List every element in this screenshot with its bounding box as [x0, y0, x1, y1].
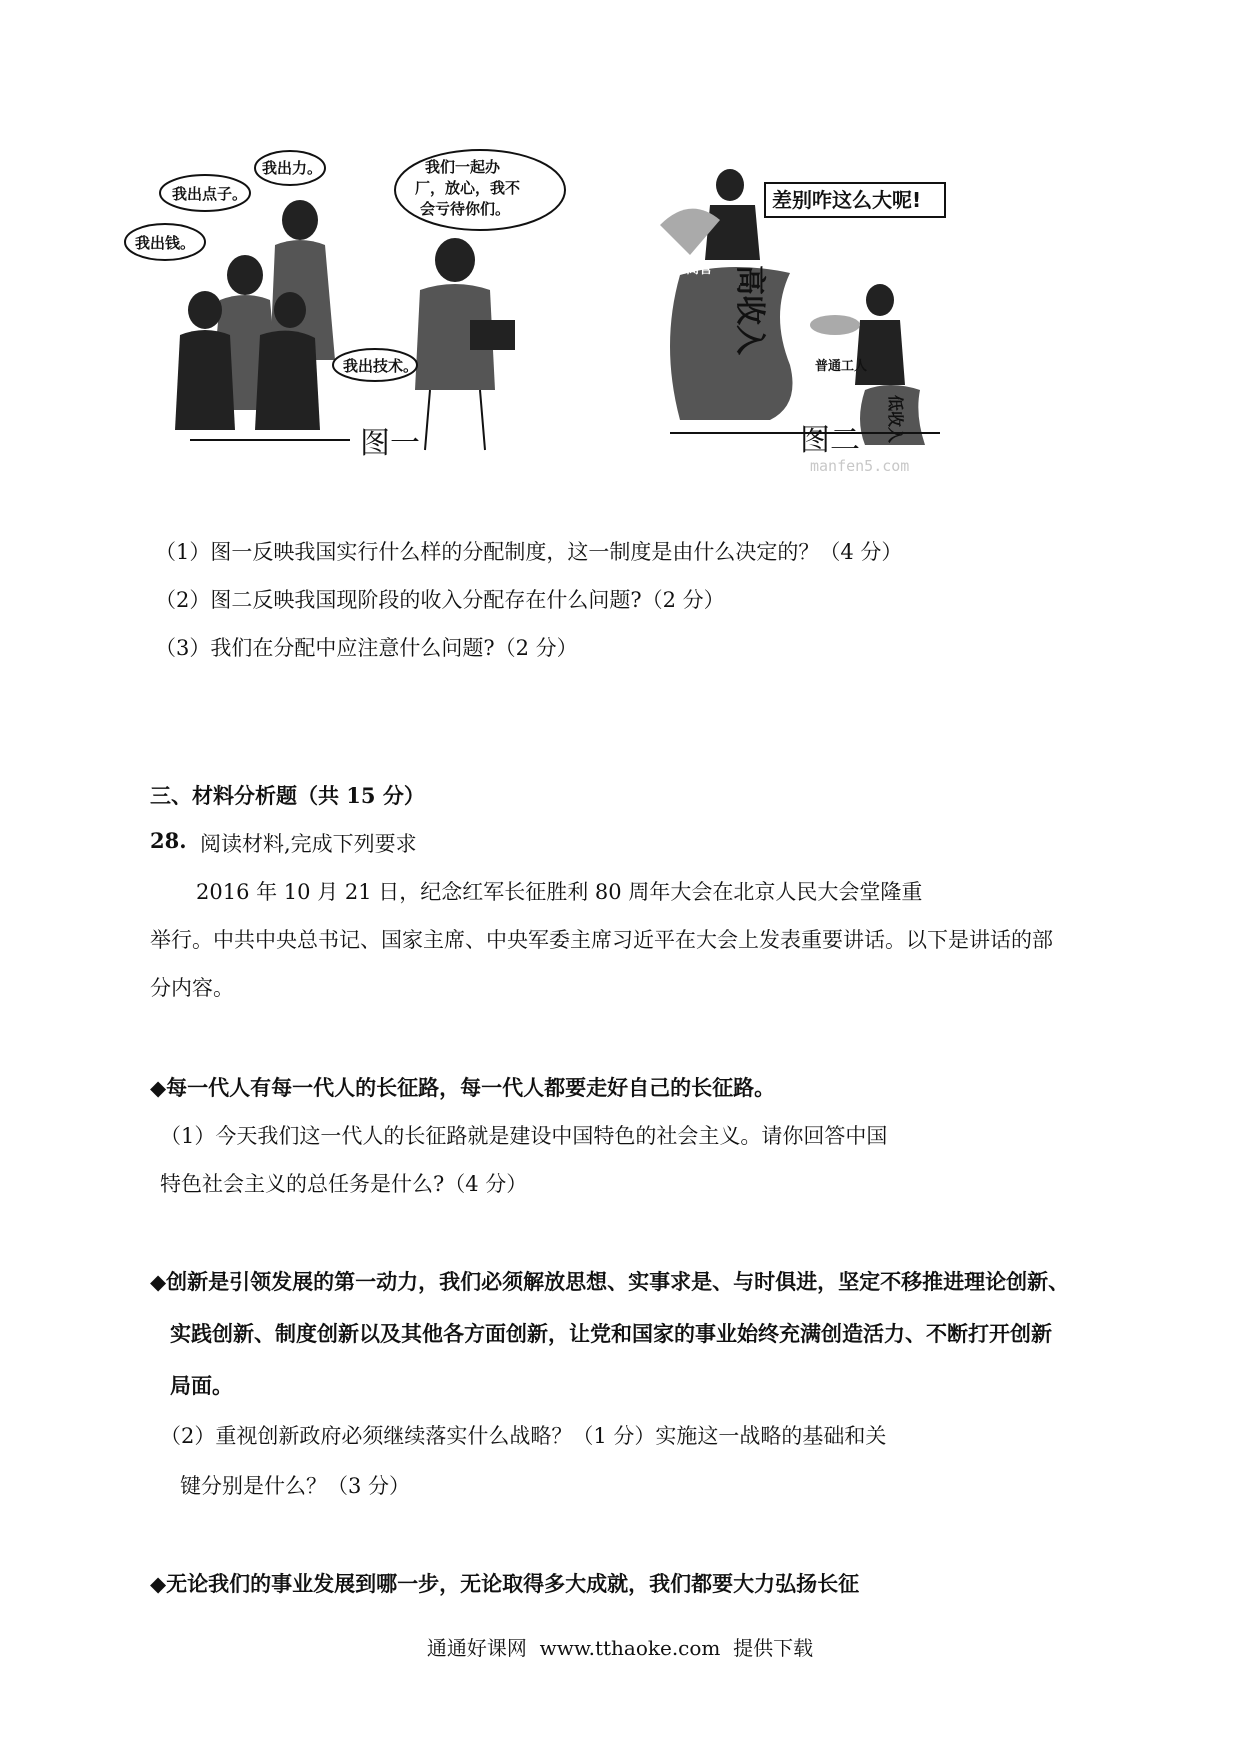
- speech-point-2-line-3: 局面。: [170, 1373, 233, 1398]
- crowd-illustration: [175, 200, 515, 450]
- page-footer: 通通好课网 www.tthaoke.com 提供下载: [426, 1636, 814, 1660]
- speech-point-2-line-1: ◆创新是引领发展的第一动力，我们必须解放思想、实事求是、与时俱进，坚定不移推进理论创新、: [150, 1269, 1070, 1294]
- speech-point-3: ◆无论我们的事业发展到哪一步，无论取得多大成就，我们都要大力弘扬长征: [150, 1571, 860, 1596]
- figure-1-drawing: [135, 158, 570, 460]
- question-part2-1: （1）图一反映我国实行什么样的分配制度，这一制度是由什么决定的？（4 分）: [155, 540, 903, 564]
- svg-text:我们一起办: 我们一起办: [425, 158, 501, 176]
- svg-text:我出力。: 我出力。: [262, 159, 323, 177]
- speech-bubble-money: [125, 224, 205, 260]
- material-line-3: 分内容。: [150, 976, 234, 1000]
- material-line-2: 举行。中共中央总书记、国家主席、中央军委主席习近平在大会上发表重要讲话。以下是讲话的部: [150, 928, 1053, 952]
- speech-bubble-tech: [333, 349, 418, 381]
- svg-text:会亏待你们。: 会亏待你们。: [420, 200, 511, 218]
- svg-text:我出钱。: 我出钱。: [135, 234, 196, 252]
- speech-banner: [765, 183, 945, 217]
- section-3-heading: 三、材料分析题（共 15 分）: [150, 783, 425, 808]
- svg-text:我出技术。: 我出技术。: [343, 357, 419, 375]
- watermark-text: manfen5.com: [810, 457, 910, 475]
- svg-text:厂，放心，我不: 厂，放心，我不: [415, 179, 521, 197]
- sub-question-1-line-1: （1）今天我们这一代人的长征路就是建设中国特色的社会主义。请你回答中国: [160, 1124, 888, 1148]
- question-part2-3: （3）我们在分配中应注意什么问题?（2 分）: [155, 636, 578, 660]
- speech-point-2-line-2: 实践创新、制度创新以及其他各方面创新，让党和国家的事业始终充满创造活力、不断打开创新: [170, 1321, 1052, 1346]
- speech-bubble-labor: [255, 151, 325, 185]
- label-low-income: 低收入: [886, 395, 905, 444]
- material-line-1: 2016 年 10 月 21 日，纪念红军长征胜利 80 周年大会在北京人民大会堂隆重: [196, 880, 923, 904]
- sub-question-1-line-2: 特色社会主义的总任务是什么?（4 分）: [160, 1172, 528, 1196]
- speech-bubble-boss: [395, 150, 565, 230]
- label-high-income: 高收入: [732, 265, 767, 355]
- label-low-role: 普通工人: [815, 359, 868, 374]
- speech-bubble-ideas: [160, 175, 250, 211]
- question-28-number: 28.: [150, 828, 187, 853]
- speech-point-1: ◆每一代人有每一代人的长征路，每一代人都要走好自己的长征路。: [150, 1075, 776, 1100]
- figure-1-cartoon: [135, 158, 570, 461]
- sub-question-2-line-1: （2）重视创新政府必须继续落实什么战略？（1 分）实施这一战略的基础和关: [160, 1424, 887, 1448]
- figure-1-caption: 图一: [360, 426, 420, 461]
- question-part2-2: （2）图二反映我国现阶段的收入分配存在什么问题?（2 分）: [155, 588, 725, 612]
- label-high-role: 企业高管: [660, 262, 713, 277]
- question-28-instruction: 阅读材料,完成下列要求: [200, 832, 417, 856]
- figure-2-cartoon: [650, 165, 950, 475]
- svg-text:差别咋这么大呢!: 差别咋这么大呢!: [772, 188, 922, 212]
- svg-text:我出点子。: 我出点子。: [172, 185, 248, 203]
- sub-question-2-line-2: 键分别是什么？（3 分）: [180, 1474, 411, 1498]
- figure-2-caption: 图二: [800, 423, 860, 458]
